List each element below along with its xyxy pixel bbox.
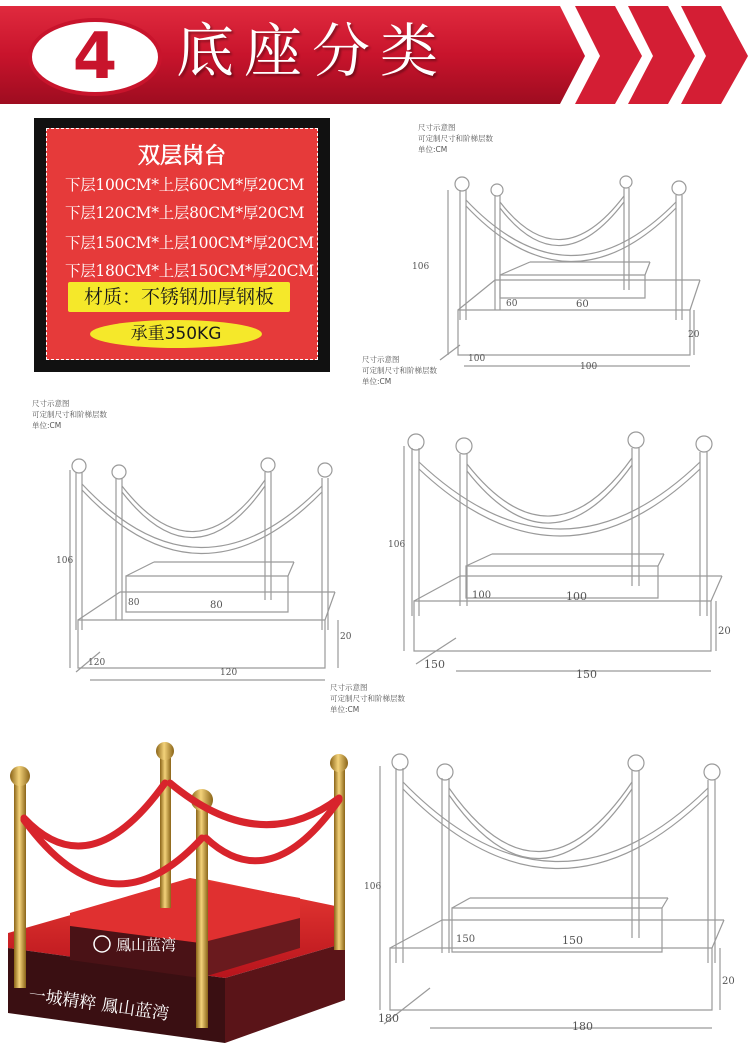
spec-size-line: 下层120CM*上层80CM*厚20CM (65, 204, 305, 222)
note-line: 尺寸示意图 (418, 123, 456, 132)
stand-diagram-small (400, 170, 720, 380)
spec-panel (34, 118, 330, 372)
dim-lower-side: 150 (424, 658, 445, 671)
material-label: 材质：不锈钢加厚钢板 (68, 282, 290, 312)
diagram-note (32, 398, 107, 431)
spec-size-line: 下层180CM*上层150CM*厚20CM (65, 262, 314, 280)
dim-height: 106 (364, 882, 382, 892)
note-line: 单位:CM (32, 421, 62, 430)
spec-title: 双层岗台 (137, 144, 226, 169)
product-photo (0, 738, 370, 1047)
section-number-badge (28, 18, 162, 96)
dim-lower-front: 120 (220, 668, 238, 678)
dim-thickness: 20 (688, 330, 700, 340)
note-line: 可定制尺寸和阶梯层数 (32, 410, 107, 419)
stand-diagram-large (396, 426, 736, 686)
section-title: 底座分类 (176, 17, 449, 85)
dim-height: 106 (56, 556, 74, 566)
note-line: 尺寸示意图 (362, 355, 400, 364)
note-line: 尺寸示意图 (330, 683, 368, 692)
dim-lower-side: 100 (468, 354, 486, 364)
dim-upper-front: 80 (210, 600, 223, 611)
dim-upper-front: 60 (576, 299, 589, 310)
diagram-note (418, 122, 493, 155)
dim-thickness: 20 (718, 626, 731, 637)
dim-thickness: 20 (340, 632, 352, 642)
dim-lower-front: 150 (576, 668, 597, 681)
note-line: 可定制尺寸和阶梯层数 (330, 694, 405, 703)
load-capacity-label: 承重350KG (90, 320, 262, 348)
dim-height: 106 (388, 540, 406, 550)
note-line: 可定制尺寸和阶梯层数 (418, 134, 493, 143)
dim-thickness: 20 (722, 976, 735, 987)
dim-upper-front: 150 (562, 934, 583, 947)
header-banner (0, 0, 750, 112)
slogan-text: 一城精粹 鳳山蓝湾 (27, 985, 171, 1025)
spec-size-line: 下层100CM*上层60CM*厚20CM (65, 176, 305, 194)
note-line: 尺寸示意图 (32, 399, 70, 408)
dim-lower-front: 100 (580, 362, 598, 372)
stand-diagram-xlarge (370, 748, 740, 1038)
chevron-arrow-1 (575, 6, 642, 104)
note-line: 单位:CM (362, 377, 392, 386)
dim-lower-side: 120 (88, 658, 106, 668)
dim-upper-front: 100 (566, 590, 587, 603)
dim-upper-side: 100 (472, 590, 492, 601)
diagram-note (330, 682, 405, 715)
dim-upper-side: 60 (506, 299, 518, 309)
stand-diagram-medium (50, 450, 370, 690)
dim-upper-side: 80 (128, 598, 140, 608)
spec-size-line: 下层150CM*上层100CM*厚20CM (65, 234, 314, 252)
dim-upper-side: 150 (456, 934, 476, 945)
dim-lower-front: 180 (572, 1020, 593, 1033)
brand-text: 鳳山蓝湾 (116, 936, 177, 954)
note-line: 单位:CM (418, 145, 448, 154)
section-number: 4 (72, 20, 118, 94)
dim-height: 106 (412, 262, 430, 272)
dim-lower-side: 180 (378, 1012, 399, 1025)
diagram-note (362, 354, 437, 387)
note-line: 可定制尺寸和阶梯层数 (362, 366, 437, 375)
note-line: 单位:CM (330, 705, 360, 714)
